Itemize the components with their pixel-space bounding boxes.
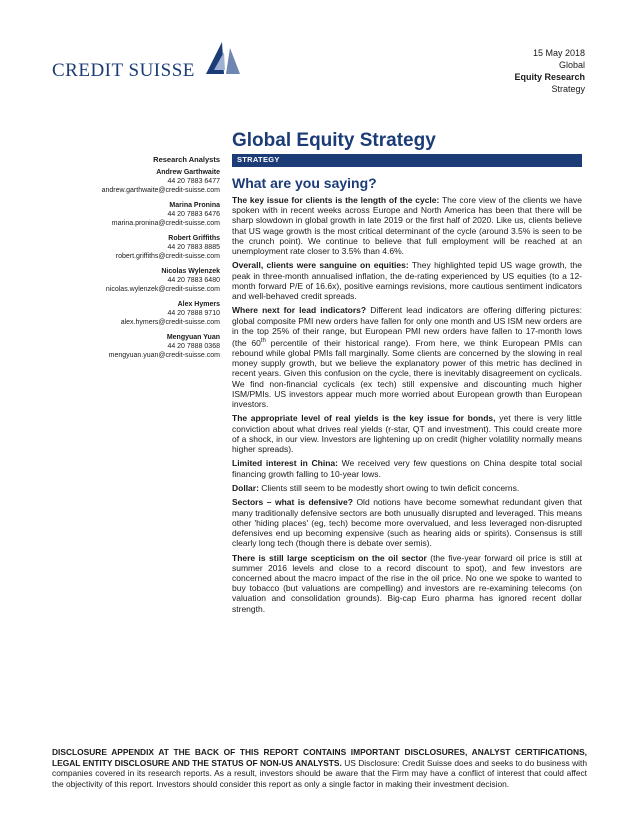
paragraph-real-yields	[232, 413, 582, 454]
paragraph-lead-indicators	[232, 305, 582, 409]
analysts-heading: Research Analysts	[153, 155, 220, 164]
report-category: Strategy	[551, 84, 585, 94]
paragraph-body: Different lead indicators are offering differing pictures: global composite PMI new orders have fallen for only one month and US ISM new orders are in the top 25% of their range, but European PMI new orders have fallen to 17-month lows (the 60	[232, 305, 582, 348]
paragraph-lead: Dollar:	[232, 483, 259, 494]
analyst-email[interactable]: nicolas.wylenzek@credit-suisse.com	[105, 286, 220, 293]
section-subhead: What are you saying?	[232, 175, 377, 191]
paragraph-body: They highlighted tepid US wage growth, the peak in three-month annualised inflation, the de-rating experienced by US equities (to a 12-month forward P/E of 16.6x), positive earnings revisions, more cautious sentiment indicators and well-behaved credit spreads.	[232, 260, 582, 302]
analyst-entry	[70, 201, 220, 228]
analyst-name: Andrew Garthwaite	[156, 169, 220, 176]
paragraph-body: Old notions have become somewhat redundant given that many traditionally defensive sectors are both unusually disrupted and leveraged. This means other 'hiding places' (eg, tech) become more overvalued, and less leveraged non-disrupted defensives end up becoming expensive (such as hearing aids or spirits). Consensus is still clearly long tech (though there is debate over semis).	[232, 497, 582, 549]
analyst-entry	[70, 168, 220, 195]
analyst-phone: 44 20 7883 6477	[167, 178, 220, 185]
analyst-phone: 44 20 7888 0368	[167, 343, 220, 350]
credit-suisse-logo	[52, 40, 242, 90]
report-department: Equity Research	[514, 72, 585, 82]
paragraph-body: yet there is very little conviction about what drives real yields (r-star, QT and investment). This could create more of a shock, in our view. Investors are lightening up on credit (higher volatility normally means higher spreads).	[232, 413, 582, 455]
paragraph-body: percentile of their historical range). From here, we think European PMIs can rebound while global PMIs fall marginally. Some clients are concerned by the slowing in real money supply growth, but we believe the explanatory power of this metric has declined in recent years. Given this confusion on the cycle, there is inevitably disagreement on cyclicals. We find non-financial cyclicals (ex tech) still expensive and discounting much higher ISM/PMIs. US investors appear much more worried about European growth than European investors.	[232, 337, 582, 410]
analyst-phone: 44 20 7883 6480	[167, 277, 220, 284]
analyst-entry	[70, 234, 220, 261]
analyst-name: Mengyuan Yuan	[166, 334, 220, 341]
report-date: 15 May 2018	[532, 48, 585, 58]
paragraph-body: (the five-year forward oil price is still at summer 2016 levels and close to a record discount to spot), and few investors are concerned about the macro impact of the rise in the oil price. No one we spoke to wanted to buy tobacco (but valuations are compelling) and investors are re-examining telecoms (on valuation and consolidation grounds). Big-cap Euro pharma has ignored recent dollar strength.	[232, 552, 582, 614]
paragraph-body: Clients still seem to be modestly short owing to twin deficit concerns.	[258, 483, 520, 494]
paragraph-body: The core view of the clients we have spoken with in recent weeks across Europe and North America has been that there will be sharp slowdown in global growth in late 2019 or the first half of 2020. Like us, clients believe that US wage growth is the most critical determinant of the cycle (around 3.5% is seen to be the crunch point). We continue to believe that full employment will be reached at an unemployment rate closer to 3.5% than 4.6%.	[232, 195, 582, 257]
paragraph-lead: There is still large scepticism on the oil sector	[232, 552, 427, 563]
disclosure-footer	[52, 747, 587, 789]
report-region: Global	[558, 60, 585, 70]
report-meta	[514, 47, 585, 95]
sails-icon	[202, 40, 242, 76]
paragraph-lead: Limited interest in China:	[232, 458, 338, 469]
superscript: th	[260, 338, 266, 345]
logo-wordmark: CREDIT SUISSE	[52, 60, 195, 81]
paragraph-body: We received very few questions on China despite total social financing growth falling to 10-year lows.	[232, 458, 582, 479]
analyst-entry	[70, 333, 220, 360]
page-title: Global Equity Strategy	[232, 130, 436, 151]
analyst-entry	[70, 300, 220, 327]
disclosure-bold: DISCLOSURE APPENDIX AT THE BACK OF THIS REPORT CONTAINS IMPORTANT DISCLOSURES, ANALYST CERTIFICATIONS, LEGAL ENTITY DISCLOSURE AND THE STATUS OF NON-US ANALYSTS.	[52, 747, 587, 768]
paragraph-lead: Sectors – what is defensive?	[232, 497, 353, 508]
analyst-entry	[70, 267, 220, 294]
analyst-phone: 44 20 7883 6476	[167, 211, 220, 218]
paragraph-lead: Where next for lead indicators?	[232, 305, 367, 316]
paragraph-dollar	[232, 483, 582, 493]
analyst-email[interactable]: alex.hymers@credit-suisse.com	[120, 319, 220, 326]
paragraph-lead: The key issue for clients is the length of the cycle:	[232, 195, 440, 205]
research-analysts	[70, 155, 220, 366]
analyst-name: Nicolas Wylenzek	[161, 268, 220, 275]
analyst-name: Alex Hymers	[177, 301, 220, 308]
analyst-phone: 44 20 7883 8885	[167, 244, 220, 251]
paragraph-cycle	[232, 195, 582, 256]
analyst-email[interactable]: marina.pronina@credit-suisse.com	[111, 220, 220, 227]
section-label: STRATEGY	[237, 155, 280, 164]
analyst-name: Robert Griffiths	[168, 235, 220, 242]
paragraph-oil	[232, 553, 582, 614]
disclosure-text: US Disclosure: Credit Suisse does and seeks to do business with companies covered in its research reports. As a result, investors should be aware that the Firm may have a conflict of interest that could affect the objectivity of this report. Investors should consider this report as only a single factor in making their investment decision.	[52, 757, 587, 789]
main-content	[232, 175, 582, 618]
analyst-email[interactable]: andrew.garthwaite@credit-suisse.com	[101, 187, 220, 194]
paragraph-lead: Overall, clients were sanguine on equities:	[232, 260, 409, 271]
paragraph-sectors	[232, 497, 582, 548]
analyst-email[interactable]: mengyuan.yuan@credit-suisse.com	[108, 352, 220, 359]
analyst-email[interactable]: robert.griffiths@credit-suisse.com	[115, 253, 220, 260]
paragraph-china	[232, 458, 582, 478]
section-bar	[232, 154, 582, 167]
analyst-phone: 44 20 7888 9710	[167, 310, 220, 317]
analyst-name: Marina Pronina	[169, 202, 220, 209]
paragraph-equities	[232, 260, 582, 301]
paragraph-lead: The appropriate level of real yields is the key issue for bonds,	[232, 413, 496, 424]
